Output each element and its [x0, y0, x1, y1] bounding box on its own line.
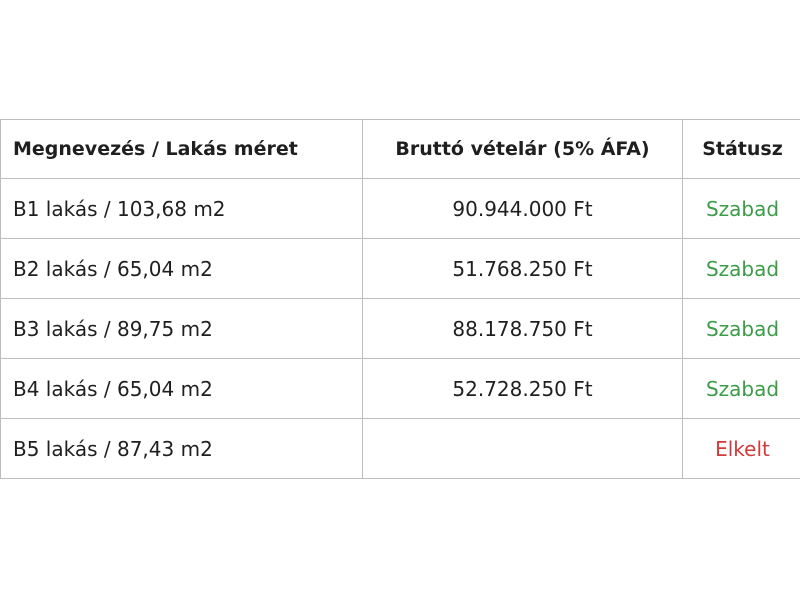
price-table — [0, 119, 800, 479]
row-name: B3 lakás / 89,75 m2 — [1, 299, 363, 359]
table-row — [1, 419, 800, 479]
row-status: Elkelt — [683, 419, 800, 479]
row-price: 90.944.000 Ft — [363, 179, 683, 239]
row-name: B4 lakás / 65,04 m2 — [1, 359, 363, 419]
table-row — [1, 179, 800, 239]
row-price: 52.728.250 Ft — [363, 359, 683, 419]
table-row — [1, 239, 800, 299]
row-price: 51.768.250 Ft — [363, 239, 683, 299]
table-row — [1, 299, 800, 359]
header-price: Bruttó vételár (5% ÁFA) — [363, 120, 683, 179]
row-price — [363, 419, 683, 479]
row-status: Szabad — [683, 239, 800, 299]
row-status: Szabad — [683, 179, 800, 239]
row-price: 88.178.750 Ft — [363, 299, 683, 359]
row-name: B5 lakás / 87,43 m2 — [1, 419, 363, 479]
header-name: Megnevezés / Lakás méret — [1, 120, 363, 179]
table-row — [1, 359, 800, 419]
row-status: Szabad — [683, 359, 800, 419]
row-name: B2 lakás / 65,04 m2 — [1, 239, 363, 299]
row-status: Szabad — [683, 299, 800, 359]
table-header-row — [1, 120, 800, 179]
row-name: B1 lakás / 103,68 m2 — [1, 179, 363, 239]
price-table-container — [0, 119, 800, 481]
header-status: Státusz — [683, 120, 800, 179]
